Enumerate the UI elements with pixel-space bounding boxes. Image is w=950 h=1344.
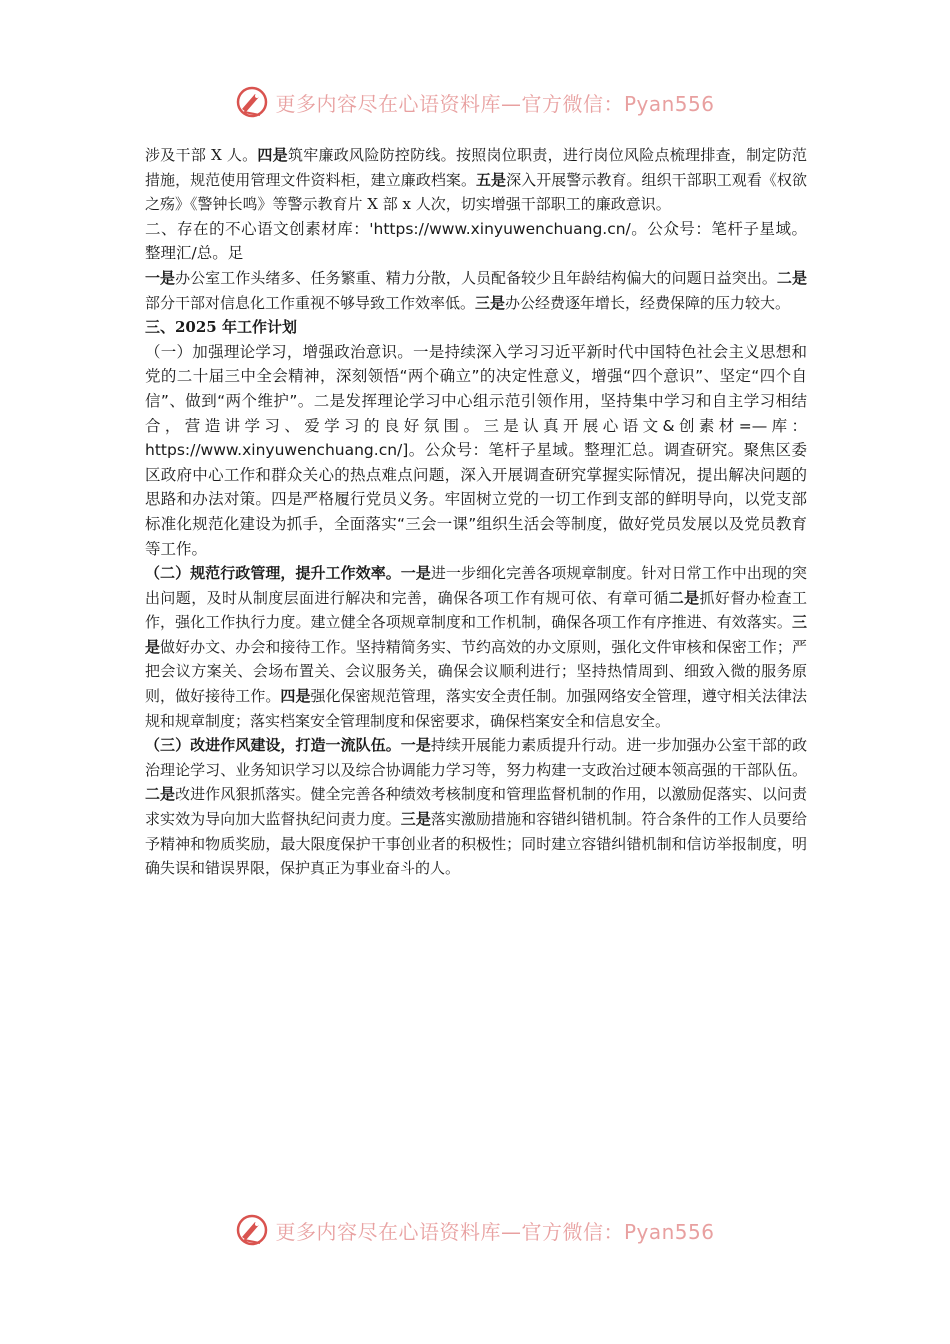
text-run: 涉及干部 X 人。 [145, 146, 258, 164]
section-heading-problems: 二、存在的不心语文创素材库：'https://www.xinyuwenchuang.cn/。公众号：笔杆子星域。整理汇/总。足 [145, 219, 807, 263]
section-heading-plan: 三、2025 年工作计划 [145, 318, 297, 337]
bold-run: 二是 [145, 785, 176, 804]
bold-run: 四是 [257, 146, 288, 164]
paragraph-discipline [145, 143, 807, 217]
footer-banner-text: 更多内容尽在心语资料库—官方微信：Pyan556 [275, 1219, 715, 1244]
paragraph-plan-admin [145, 561, 807, 733]
text-run: 强化保密规范管理，落实安全责任制。加强网络安全管理，遵守相关法律法规和规章制度；落实档案安全管理制度和保密要求，确保档案安全和信息安全。 [145, 687, 807, 730]
footer-banner [0, 1210, 950, 1250]
text-run: 深入开展警示教育。组织干部职工观看《权欲之殇》《警钟长鸣》等警示教育片 X 部 x 人次，切实增强干部职工的廉政意识。 [145, 170, 807, 214]
bold-run: 三是 [400, 810, 431, 829]
text-run: 进一步细化完善各项规章制度。针对日常工作中出现的突出问题，及时从制度层面进行解决和完善，确保各项工作有规可依、有章可循 [145, 564, 807, 607]
paragraph-problems [145, 266, 807, 315]
header-banner-text: 更多内容尽在心语资料库—官方微信：Pyan556 [275, 91, 715, 116]
bold-run: 五是 [476, 170, 507, 189]
brand-logo-icon [235, 85, 269, 119]
paragraph-plan-style [145, 733, 807, 881]
bold-run: 四是 [280, 687, 311, 706]
brand-logo-icon [235, 1213, 269, 1247]
bold-run: 二是 [668, 588, 700, 607]
bold-run: （三）改进作风建设，打造一流队伍。一是 [145, 736, 431, 755]
text-run: 持续开展能力素质提升行动。进一步加强办公室干部的政治理论学习、业务知识学习以及综合协调能力学习等，努力构建一支政治过硬本领高强的干部队伍。 [145, 736, 807, 779]
bold-run: （二）规范行政管理，提升工作效率。一是 [145, 564, 431, 583]
text-run: 抓好督办检查工作，强化工作执行力度。建立健全各项规章制度和工作机制，确保各项工作有序推进、有效落实。 [145, 588, 807, 632]
paragraph-plan-theory: （一）加强理论学习，增强政治意识。一是持续深入学习习近平新时代中国特色社会主义思想和党的二十届三中全会精神，深刻领悟“两个确立”的决定性意义，增强“四个意识”、坚定“四个自信”、做到“两个维护”。二是发挥理论学习中心组示范引领作用，坚持集中学习和自主学习相结合，营造讲学习、爱学习的良好氛围。三是认真开展心语文&创素材=—库：https://www.xinyuwenchuang.cn/]。公众号：笔杆子星域。整理汇总。调查研究。聚焦区委区政府中心工作和群众关心的热点难点问题，深入开展调查研究掌握实际情况，提出解决问题的思路和办法对策。四是严格履行党员义务。牢固树立党的一切工作到支部的鲜明导向，以党支部标准化规范化建设为抓手，全面落实“三会一课”组织生活会等制度，做好党员发展以及党员教育等工作。 [145, 342, 807, 558]
text-run: 做好办文、办会和接待工作。坚持精简务实、节约高效的办文原则，强化文件审核和保密工作；严把会议方案关、会场布置关、会议服务关，确保会议顺利进行；坚持热情周到、细致入微的服务原则，做好接待工作。 [145, 637, 807, 706]
bold-run: 三是 [475, 293, 506, 312]
text-run: 筑牢廉政风险防控防线。按照岗位职责，进行岗位风险点梳理排查，制定防范措施，规范使用管理文件资料柜，建立廉政档案。 [145, 146, 807, 189]
bold-run: 一是 [145, 268, 176, 287]
header-banner [0, 82, 950, 122]
bold-run: 二是 [776, 268, 807, 287]
bold-run: 三是 [145, 613, 807, 656]
text-run: 部分干部对信息化工作重视不够导致工作效率低。 [145, 293, 476, 312]
text-run: 改进作风狠抓落实。健全完善各种绩效考核制度和管理监督机制的作用，以激励促落实、以问责求实效为导向加大监督执纪问责力度。 [145, 785, 807, 829]
document-body [145, 143, 807, 881]
text-run: 办公室工作头绪多、任务繁重、精力分散，人员配备较少且年龄结构偏大的问题日益突出。 [175, 268, 777, 287]
text-run: 办公经费逐年增长，经费保障的压力较大。 [505, 293, 791, 312]
text-run: 落实激励措施和容错纠错机制。符合条件的工作人员要给予精神和物质奖励，最大限度保护干事创业者的积极性；同时建立容错纠错机制和信访举报制度，明确失误和错误界限，保护真正为事业奋斗的人。 [145, 810, 807, 878]
